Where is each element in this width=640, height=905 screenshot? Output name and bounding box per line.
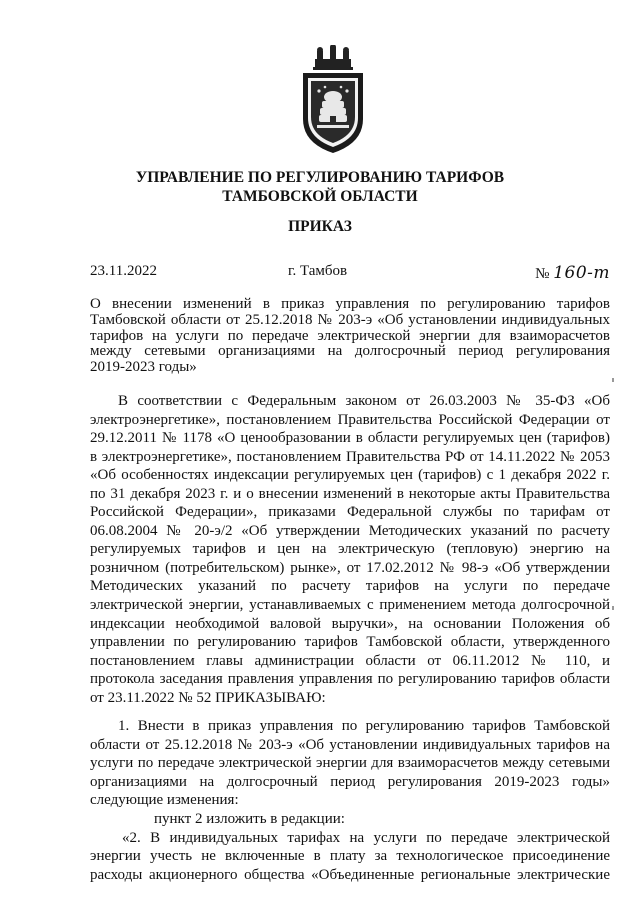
preamble-line: управлении по регулированию тарифов Тамбовской области, утвержденного [90, 634, 610, 651]
item1-line: 1. Внести в приказ управления по регулированию тарифов Тамбовской [118, 718, 610, 735]
preamble-line: В соответствии с Федеральным законом от 26.03.2003 № 35-ФЗ «Об [118, 393, 610, 409]
point2-intro: пункт 2 изложить в редакции: [154, 811, 345, 828]
subject-line: 2019-2023 годы» [90, 359, 197, 376]
handwritten-number: 160-т [553, 263, 610, 283]
number-prefix: № [535, 266, 550, 282]
item1-line: услуги по передаче электрической энергии для взаиморасчетов между сетевыми [90, 755, 610, 772]
preamble-line: 06.08.2004 № 20-э/2 «Об утверждении Методических указаний по расчету [90, 522, 610, 539]
subject-line: тарифов на услуги по передаче электрической энергии для взаиморасчетов [90, 327, 610, 344]
preamble-line: протокола заседания правления управления по регулированию тарифов области [90, 671, 610, 688]
scan-mark [612, 606, 614, 610]
item1-line: области от 25.12.2018 № 203-э «Об установлении индивидуальных тарифов на [90, 736, 610, 753]
quote-line: расходы акционерного общества «Объединенные региональные электрические [90, 866, 610, 883]
preamble-line: 29.12.2011 № 1178 «О ценообразовании в области регулируемых цен (тарифов) [90, 430, 610, 447]
item1-line: следующие изменения: [90, 792, 239, 809]
preamble-line: электрической энергии, устанавливаемых с применением метода долгосрочной [90, 597, 610, 614]
preamble-line: по 31 декабря 2023 г. и о внесении изменений в некоторые акты Правительства [90, 485, 610, 502]
preamble-line: «Об особенностях индексации регулируемых цен (тарифов) с 1 декабря 2022 г. [90, 467, 610, 484]
item1-line: организациями на долгосрочный период регулирования 2019-2023 годы» [90, 773, 610, 790]
quote-line: энергии учесть не включенные в плату за технологическое присоединение [90, 848, 610, 865]
subject-line: между сетевыми организациями на долгосрочный период регулирования [90, 343, 610, 360]
preamble-line: индексации необходимой валовой выручки», на основании Положения об [90, 615, 610, 632]
preamble-line: Методических указаний по расчету тарифов на услуги по передаче [90, 578, 610, 595]
document-date: 23.11.2022 [90, 263, 157, 279]
tambov-coat-of-arms-icon [295, 45, 371, 157]
organization-region: ТАМБОВСКОЙ ОБЛАСТИ [222, 188, 418, 205]
subject-line: О внесении изменений в приказ управления по регулированию тарифов [90, 296, 610, 312]
document-subject [90, 297, 610, 376]
scan-mark [612, 378, 614, 382]
preamble-line: постановлением главы администрации области от 06.11.2012 № 110, и [90, 652, 610, 669]
preamble-line: регулируемых тарифов и цен на электрическую (тепловую) энергию на [90, 541, 610, 558]
preamble-line: в электроэнергетике», постановлением Правительства РФ от 14.11.2022 № 2053 [90, 448, 610, 465]
preamble-line: розничном (потребительском) рынке», от 17.02.2012 № 98-э «Об утверждении [90, 559, 610, 576]
preamble-line: от 23.11.2022 № 52 ПРИКАЗЫВАЮ: [90, 689, 326, 706]
document-city: г. Тамбов [288, 263, 348, 279]
subject-line: Тамбовской области от 25.12.2018 № 203-э «Об установлении индивидуальных [90, 311, 610, 328]
preamble-line: Российской Федерации», приказами Федеральной службы по тарифам от [90, 504, 610, 521]
document-meta-row [90, 263, 610, 285]
document-type: ПРИКАЗ [288, 218, 352, 235]
document-number [535, 263, 610, 283]
preamble-line: электроэнергетике», постановлением Правительства Российской Федерации от [90, 411, 610, 428]
organization-title: УПРАВЛЕНИЕ ПО РЕГУЛИРОВАНИЮ ТАРИФОВ [135, 169, 505, 186]
quote-line: «2. В индивидуальных тарифах на услуги по передаче электрической [122, 829, 610, 846]
paragraph-gap [90, 707, 610, 717]
document-body [90, 392, 610, 884]
